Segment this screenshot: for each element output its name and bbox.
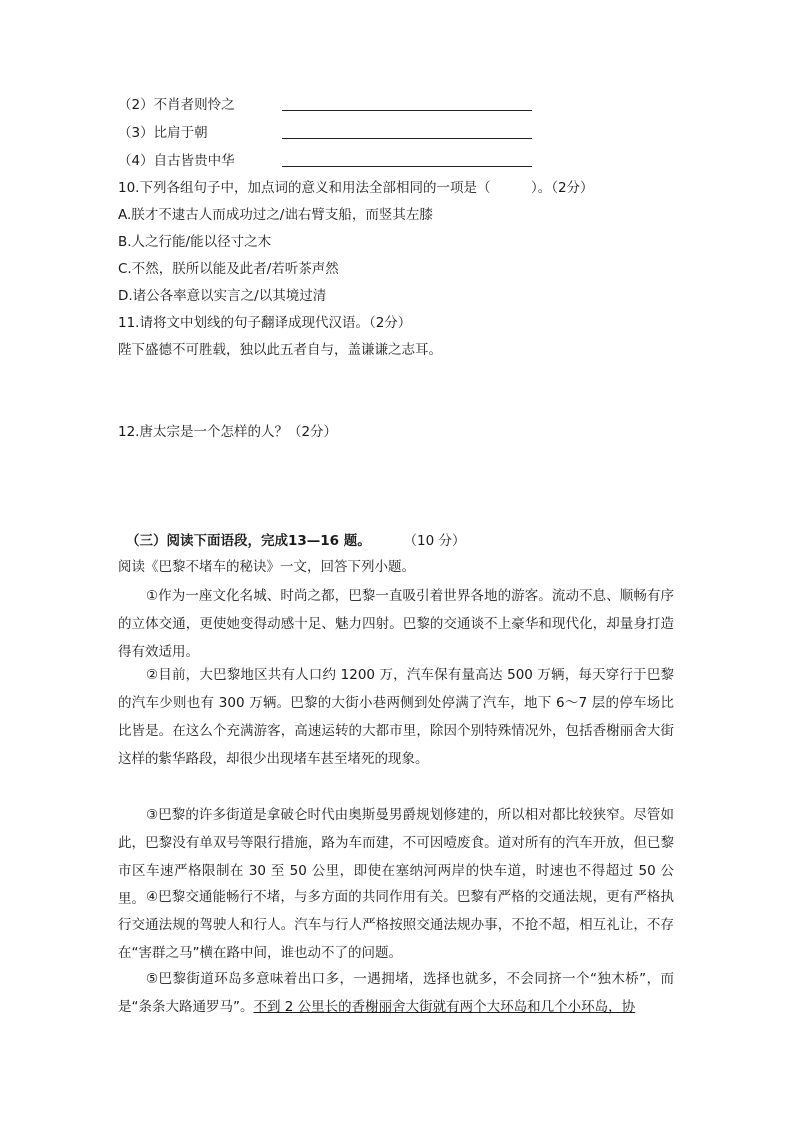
- fill-item-label: （4）自古皆贵中华: [118, 153, 235, 169]
- answer-blank[interactable]: [282, 166, 532, 167]
- question-10-option-c: C.不然，朕所以能及此者/若听茶声然: [118, 261, 339, 277]
- paragraph-5-text: ⑤巴黎街道环岛多意味着出口多，一遇拥堵，选择也就多，不会同挤一个“独木桥”，而是“条条大路通罗马”。: [118, 971, 674, 1015]
- section-3-intro: 阅读《巴黎不堵车的秘诀》一文，回答下列小题。: [118, 559, 415, 575]
- question-11-stem: 11.请将文中划线的句子翻译成现代汉语。（2分）: [118, 315, 412, 331]
- paragraph-3: ③巴黎的许多街道是拿破仑时代由奥斯曼男爵规划修建的，所以相对都比较狭窄。尽管如此，巴黎没有单双号等限行措施，路为车而建，不可因噎废食。道对所有的汽车开放，但已黎市区车速严格限制在 30 至 50 公里，即使在塞纳河两岸的快车道，时速也不得超过 50 公里。: [118, 807, 674, 907]
- fill-item-label: （2）不肖者则怜之: [118, 97, 235, 113]
- fill-item-3: [118, 123, 208, 143]
- question-10-stem: 10.下列各组句子中，加点词的意义和用法全部相同的一项是（ ）。（2分）: [118, 180, 594, 196]
- section-3-header: [126, 531, 465, 551]
- section-3-score: （10 分）: [403, 533, 466, 549]
- fill-item-label: （3）比肩于朝: [118, 125, 208, 141]
- paragraph-5-underlined-sentence: 不到 2 公里长的香榭丽舍大街就有两个大环岛和几个小环岛，协: [253, 999, 636, 1015]
- question-10-option-b: B.人之行能/能以径寸之木: [118, 234, 272, 250]
- paragraph-2: ②目前，大巴黎地区共有人口约 1200 万，汽车保有量高达 500 万辆，每天穿行于巴黎的汽车少则也有 300 万辆。巴黎的大街小巷两侧到处停满了汽车，地下 6～7 层的停车场比比皆是。在这么个充满游客，高速运转的大都市里，除因个别特殊情况外，包括香榭丽舍大街这样的紫华路段，却很少出现堵车甚至堵死的现象。: [118, 667, 674, 767]
- question-10-option-d: D.诸公各率意以实言之/以其境过清: [118, 288, 327, 304]
- question-11-sentence: 陛下盛德不可胜载，独以此五者自与，盖谦谦之志耳。: [118, 342, 442, 358]
- section-3-title: （三）阅读下面语段，完成13—16 题。: [126, 533, 371, 549]
- fill-item-2: [118, 95, 235, 115]
- answer-blank[interactable]: [282, 110, 532, 111]
- paragraph-1: ①作为一座文化名城、时尚之都，巴黎一直吸引着世界各地的游客。流动不息、顺畅有序的立体交通，更使她变得动感十足、魅力四射。巴黎的交通谈不上豪华和现代化，却量身打造得有效适用。: [118, 588, 674, 660]
- paragraph-5: [118, 965, 674, 1021]
- paragraph-4: ④巴黎交通能畅行不堵，与多方面的共同作用有关。巴黎有严格的交通法规，更有严格执行交通法规的驾驶人和行人。汽车与行人严格按照交通法规办事，不抢不超，相互礼让，不存在“害群之马”横在路中间，谁也动不了的问题。: [118, 889, 674, 961]
- answer-blank[interactable]: [282, 138, 532, 139]
- question-10-option-a: A.朕才不逮古人而成功过之/诎右臂支船，而竖其左膝: [118, 207, 433, 223]
- question-12-stem: 12.唐太宗是一个怎样的人？（2分）: [118, 424, 338, 440]
- fill-item-4: [118, 151, 235, 171]
